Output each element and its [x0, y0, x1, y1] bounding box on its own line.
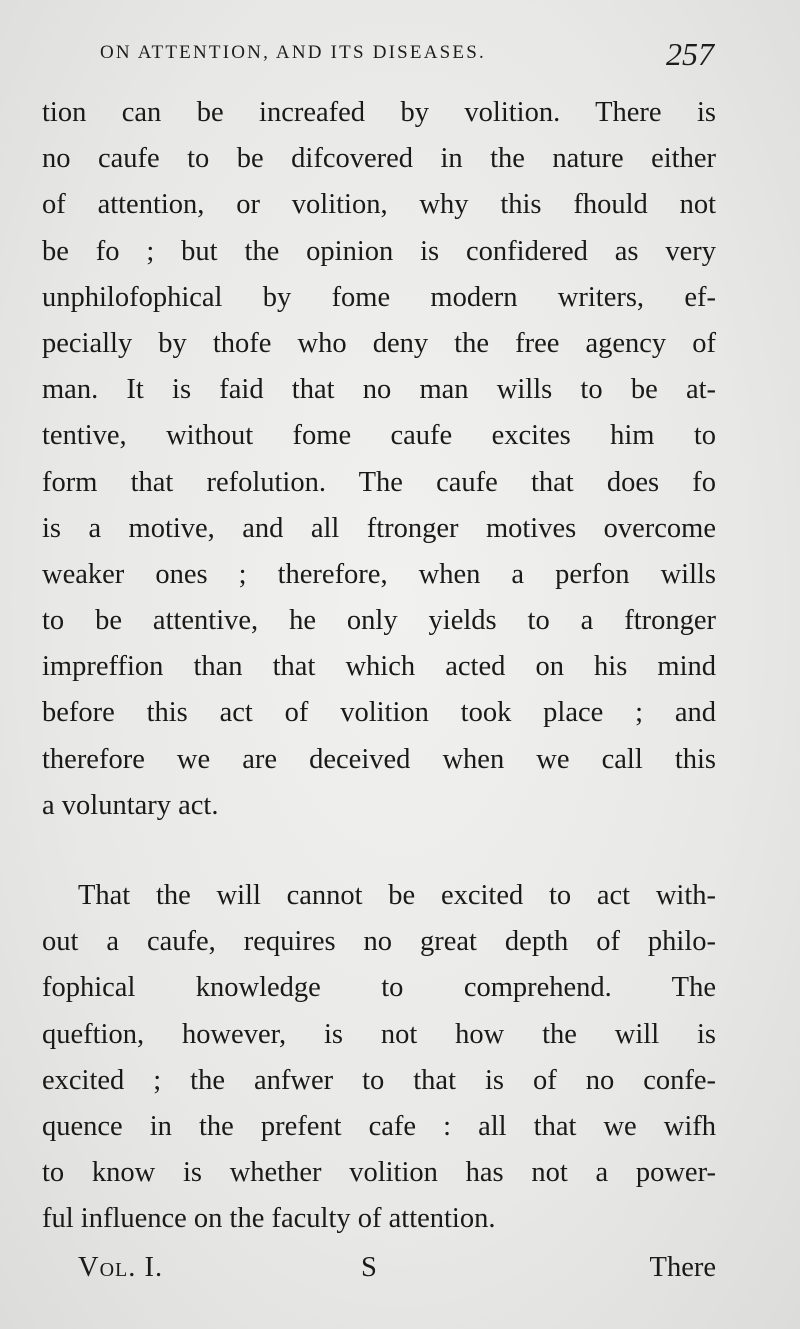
text-line: pecially by thofe who deny the free agency of — [42, 327, 716, 359]
text-line: therefore we are deceived when we call this — [42, 743, 716, 775]
text-line: fophical knowledge to comprehend. The — [42, 972, 716, 1004]
text-line: out a caufe, requires no great depth of philo- — [42, 926, 716, 958]
paragraph-2 — [42, 873, 716, 1243]
text-line: unphilofophical by fome modern writers, ef- — [42, 281, 716, 313]
signature-mark: S — [361, 1252, 377, 1283]
text-line: be fo ; but the opinion is confidered as very — [42, 235, 716, 267]
text-line: a voluntary act. — [42, 789, 219, 821]
text-line: man. It is faid that no man wills to be at- — [42, 374, 716, 406]
text-line: weaker ones ; therefore, when a perfon wills — [42, 558, 716, 590]
text-line: of attention, or volition, why this fhould not — [42, 189, 716, 221]
body-text — [42, 90, 716, 1243]
text-line: That the will cannot be excited to act with- — [78, 880, 716, 911]
text-line: excited ; the anfwer to that is of no confe- — [42, 1064, 716, 1096]
text-line: form that refolution. The caufe that does fo — [42, 466, 716, 498]
text-line: ful influence on the faculty of attention. — [42, 1203, 496, 1235]
running-head — [100, 36, 718, 80]
page-footer — [78, 1252, 716, 1298]
text-line: tentive, without fome caufe excites him to — [42, 420, 716, 452]
text-line: to be attentive, he only yields to a ftronger — [42, 605, 716, 637]
text-line: quence in the prefent cafe : all that we wifh — [42, 1110, 716, 1142]
running-title: ON ATTENTION, AND ITS DISEASES. — [100, 42, 486, 63]
page-number: 257 — [666, 36, 714, 72]
paragraph-gap — [42, 829, 716, 873]
catchword: There — [649, 1252, 716, 1283]
volume-label: Vol. I. — [78, 1252, 164, 1283]
text-line: impreffion than that which acted on his mind — [42, 651, 716, 683]
text-line: tion can be increafed by volition. There is — [42, 97, 716, 128]
text-line: is a motive, and all ftronger motives overcome — [42, 512, 716, 544]
text-line: no caufe to be difcovered in the nature either — [42, 143, 716, 175]
paragraph-1 — [42, 90, 716, 829]
text-line: before this act of volition took place ; and — [42, 697, 716, 729]
text-line: queftion, however, is not how the will is — [42, 1018, 716, 1050]
text-line: to know is whether volition has not a power- — [42, 1157, 716, 1189]
